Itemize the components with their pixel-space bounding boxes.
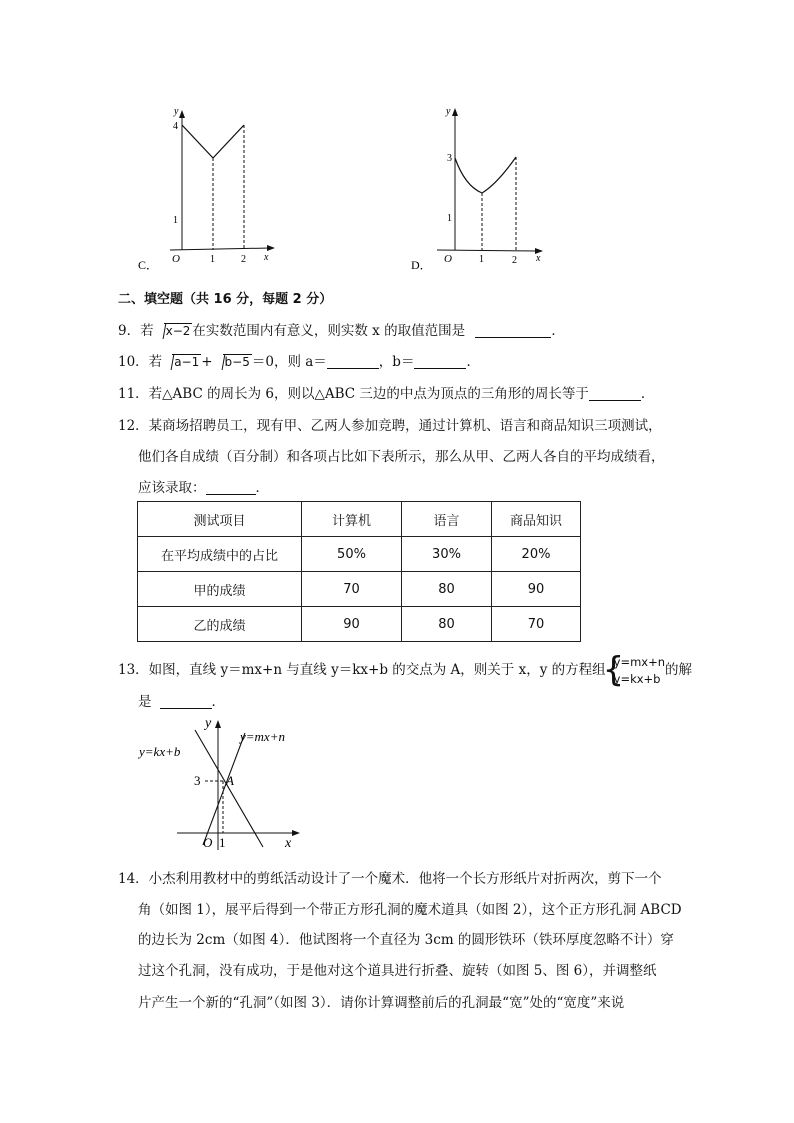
x-label: x	[536, 253, 541, 264]
q9-end: ．	[551, 323, 565, 339]
table-cell: 80	[402, 572, 492, 607]
q10-answer-b-blank[interactable]	[414, 354, 466, 369]
y-tick-1: 1	[173, 215, 178, 226]
origin-label: O	[172, 253, 180, 265]
label-kx-b: y=kx+b	[139, 744, 181, 759]
question-14-line-4: 过这个孔洞，没有成功，于是他对这个道具进行折叠、旋转（如图 5、图 6），并调整纸	[138, 963, 657, 979]
table-row	[138, 607, 581, 642]
table-header: 测试项目	[138, 502, 302, 537]
graph-option-d	[405, 100, 565, 275]
q13-after: 的解	[665, 662, 693, 678]
table-row	[138, 537, 581, 572]
origin-label: O	[203, 835, 213, 850]
table-cell: 80	[402, 607, 492, 642]
y-tick-4: 4	[173, 121, 178, 132]
x-axis	[170, 248, 270, 250]
x-label: x	[285, 836, 292, 851]
q11-text: 11．若△ABC 的周长为 6，则以△ABC 三边的中点为顶点的三角形的周长等于	[118, 386, 589, 402]
table-cell: 甲的成绩	[138, 572, 302, 607]
table-cell: 20%	[492, 537, 581, 572]
q9-answer-blank[interactable]	[475, 323, 551, 338]
table-cell: 30%	[402, 537, 492, 572]
table-cell: 50%	[302, 537, 402, 572]
question-9	[118, 321, 565, 341]
y-tick-3: 3	[447, 153, 452, 164]
score-table	[137, 501, 581, 642]
q12-end: ．	[255, 480, 269, 496]
question-10	[118, 352, 480, 372]
x-tick-2: 2	[512, 255, 517, 266]
q13-figure	[135, 715, 310, 855]
line-mx-n	[203, 733, 245, 845]
question-14-line-3: 的边长为 2cm（如图 4）．他试图将一个直径为 3cm 的圆形铁环（铁环厚度忽略不计）穿	[138, 932, 674, 948]
label-mx-n: y=mx+n	[240, 729, 285, 744]
graph-curve	[182, 125, 244, 158]
y-label: y	[205, 716, 212, 731]
option-label: C．	[138, 258, 159, 272]
q13-equation-system	[606, 654, 665, 688]
graph-curve	[455, 157, 516, 193]
q10-radical-2	[213, 352, 252, 372]
q10-plus: +	[201, 354, 213, 370]
table-cell: 70	[302, 572, 402, 607]
x-label: x	[264, 252, 269, 263]
q13-line2: 是	[138, 694, 152, 710]
question-11	[118, 384, 654, 404]
y-label: y	[446, 106, 451, 117]
x-tick-1: 1	[210, 254, 215, 265]
q9-radicand: x−2	[165, 324, 191, 338]
y-tick-3: 3	[194, 773, 201, 788]
y-arrow	[215, 720, 221, 728]
table-cell: 70	[492, 607, 581, 642]
q10-radicand-2: b−5	[224, 355, 250, 369]
q13-eq1: y=mx+n	[613, 654, 666, 669]
q11-answer-blank[interactable]	[589, 386, 641, 401]
q13-end: ．	[211, 694, 225, 710]
y-label: y	[174, 106, 179, 117]
q13-text: 13．如图，直线 y＝mx+n 与直线 y＝kx+b 的交点为 A，则关于 x，y 的方程组	[118, 662, 606, 678]
table-cell: 在平均成绩中的占比	[138, 537, 302, 572]
q10-radicand-1: a−1	[174, 355, 200, 369]
option-label: D．	[411, 258, 432, 272]
line-kx-b	[195, 730, 263, 847]
x-tick-1: 1	[479, 254, 484, 265]
point-a-label: A	[226, 773, 234, 788]
x-tick-1: 1	[219, 835, 226, 850]
question-14-line-1: 14．小杰利用教材中的剪纸活动设计了一个魔术．他将一个长方形纸片对折两次，剪下一个	[118, 871, 662, 887]
q10-answer-a-blank[interactable]	[327, 354, 379, 369]
q12-answer-blank[interactable]	[206, 480, 256, 495]
q10-mid: ，b＝	[378, 354, 415, 370]
table-header: 商品知识	[492, 502, 581, 537]
table-header-row	[138, 502, 581, 537]
q9-radical	[154, 321, 193, 341]
table-header: 语言	[402, 502, 492, 537]
table-row	[138, 572, 581, 607]
q9-text: 在实数范围内有意义，则实数 x 的取值范围是	[192, 323, 466, 339]
question-14-line-5: 片产生一个新的“孔洞”（如图 3）．请你计算调整前后的孔洞最“宽”处的“宽度”来说	[138, 995, 625, 1011]
question-12-line-1: 12．某商场招聘员工，现有甲、乙两人参加竞聘，通过计算机、语言和商品知识三项测试，	[118, 418, 662, 434]
y-tick-1: 1	[447, 213, 452, 224]
q11-end: ．	[640, 386, 655, 402]
table-cell: 乙的成绩	[138, 607, 302, 642]
question-14-line-2: 角（如图 1），展平后得到一个带正方形孔洞的魔术道具（如图 2），这个正方形孔洞 ABCD	[138, 902, 682, 918]
question-12-line-2: 他们各自成绩（百分制）和各项占比如下表所示，那么从甲、乙两人各自的平均成绩看，	[138, 449, 665, 465]
y-arrow	[179, 110, 185, 118]
q10-eq: ＝0，则 a＝	[251, 354, 327, 370]
table-header: 计算机	[302, 502, 402, 537]
y-arrow	[452, 108, 458, 116]
q12-line3-text: 应该录取：	[138, 480, 206, 496]
q10-prefix: 10．若	[118, 354, 163, 370]
section-title: 二、填空题（共 16 分，每题 2 分）	[118, 292, 333, 307]
x-arrow	[267, 245, 275, 251]
question-12-line-3	[138, 478, 269, 498]
question-13-line-2	[138, 692, 225, 712]
question-13	[118, 652, 692, 688]
origin-label: O	[444, 253, 452, 265]
table-cell: 90	[302, 607, 402, 642]
x-arrow	[292, 830, 300, 836]
x-tick-2: 2	[241, 254, 246, 265]
q13-eq2: y=kx+b	[613, 671, 661, 686]
q9-prefix: 9．若	[118, 323, 154, 339]
x-axis	[437, 250, 538, 251]
table-cell: 90	[492, 572, 581, 607]
q13-answer-blank[interactable]	[160, 694, 212, 709]
q10-end: ．	[466, 354, 480, 370]
q10-radical-1	[162, 352, 201, 372]
graph-option-c	[130, 100, 290, 275]
